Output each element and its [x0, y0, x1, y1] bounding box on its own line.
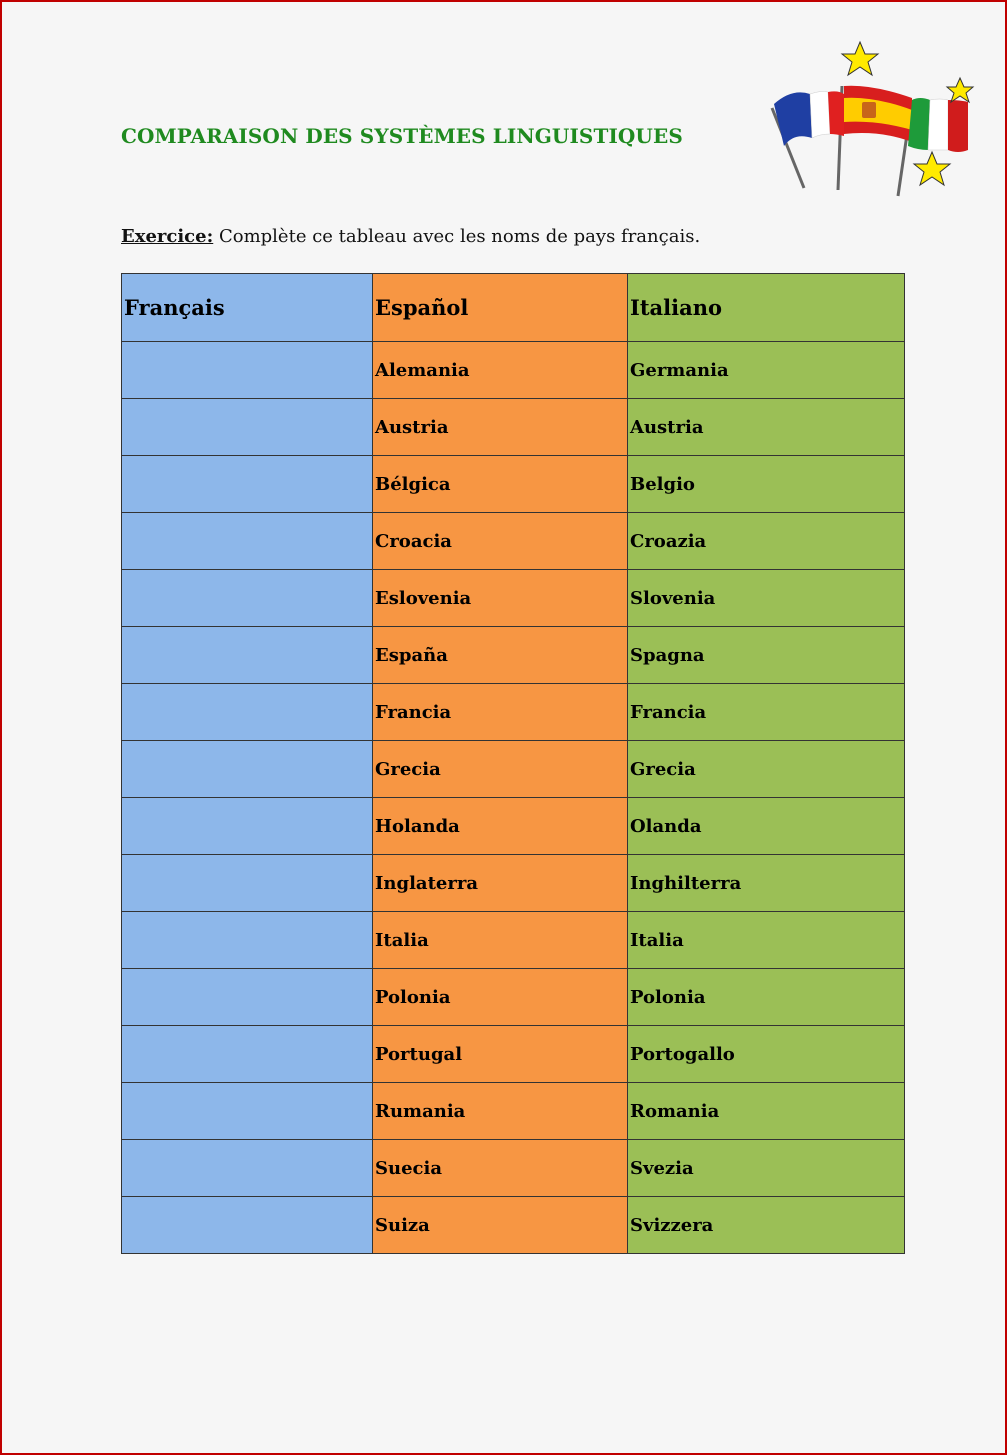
table-row [122, 741, 905, 798]
francais-answer-cell[interactable] [122, 513, 373, 570]
francais-answer-cell[interactable] [122, 570, 373, 627]
espanol-cell: Eslovenia [373, 570, 628, 627]
italiano-cell: Italia [628, 912, 905, 969]
italiano-cell: Grecia [628, 741, 905, 798]
italiano-cell: Romania [628, 1083, 905, 1140]
italiano-cell: Croazia [628, 513, 905, 570]
espanol-cell: Suecia [373, 1140, 628, 1197]
italiano-cell: Slovenia [628, 570, 905, 627]
italiano-cell: Svizzera [628, 1197, 905, 1254]
table-row [122, 399, 905, 456]
table-row [122, 627, 905, 684]
francais-answer-cell[interactable] [122, 855, 373, 912]
espanol-cell: Suiza [373, 1197, 628, 1254]
table-row [122, 912, 905, 969]
exercise-label: Exercice: [121, 226, 214, 247]
table-row [122, 1083, 905, 1140]
espanol-cell: Bélgica [373, 456, 628, 513]
italiano-cell: Inghilterra [628, 855, 905, 912]
espanol-cell: Grecia [373, 741, 628, 798]
espanol-cell: España [373, 627, 628, 684]
table-row [122, 1140, 905, 1197]
page-title: COMPARAISON DES SYSTÈMES LINGUISTIQUES [121, 124, 683, 148]
table-row [122, 1026, 905, 1083]
francais-answer-cell[interactable] [122, 1083, 373, 1140]
francais-answer-cell[interactable] [122, 342, 373, 399]
italiano-cell: Olanda [628, 798, 905, 855]
header-espanol: Español [373, 274, 628, 342]
francais-answer-cell[interactable] [122, 684, 373, 741]
italiano-cell: Svezia [628, 1140, 905, 1197]
francais-answer-cell[interactable] [122, 627, 373, 684]
italiano-cell: Germania [628, 342, 905, 399]
espanol-cell: Italia [373, 912, 628, 969]
header-francais: Français [122, 274, 373, 342]
table-row [122, 570, 905, 627]
flags-stars-icon [762, 38, 982, 203]
italiano-cell: Belgio [628, 456, 905, 513]
francais-answer-cell[interactable] [122, 1140, 373, 1197]
country-names-table [121, 273, 905, 1254]
table-row [122, 1197, 905, 1254]
francais-answer-cell[interactable] [122, 1197, 373, 1254]
table-header-row [122, 274, 905, 342]
espanol-cell: Rumania [373, 1083, 628, 1140]
table-row [122, 798, 905, 855]
francais-answer-cell[interactable] [122, 456, 373, 513]
italiano-cell: Polonia [628, 969, 905, 1026]
header-italiano: Italiano [628, 274, 905, 342]
francais-answer-cell[interactable] [122, 1026, 373, 1083]
italiano-cell: Portogallo [628, 1026, 905, 1083]
table-row [122, 513, 905, 570]
espanol-cell: Alemania [373, 342, 628, 399]
table-row [122, 342, 905, 399]
italiano-cell: Spagna [628, 627, 905, 684]
italiano-cell: Austria [628, 399, 905, 456]
francais-answer-cell[interactable] [122, 741, 373, 798]
francais-answer-cell[interactable] [122, 798, 373, 855]
table-row [122, 684, 905, 741]
espanol-cell: Croacia [373, 513, 628, 570]
table-row [122, 456, 905, 513]
espanol-cell: Polonia [373, 969, 628, 1026]
exercise-instruction [121, 226, 700, 247]
francais-answer-cell[interactable] [122, 399, 373, 456]
espanol-cell: Francia [373, 684, 628, 741]
espanol-cell: Inglaterra [373, 855, 628, 912]
espanol-cell: Holanda [373, 798, 628, 855]
francais-answer-cell[interactable] [122, 969, 373, 1026]
italiano-cell: Francia [628, 684, 905, 741]
francais-answer-cell[interactable] [122, 912, 373, 969]
espanol-cell: Portugal [373, 1026, 628, 1083]
espanol-cell: Austria [373, 399, 628, 456]
table-row [122, 969, 905, 1026]
table-row [122, 855, 905, 912]
exercise-text: Complète ce tableau avec les noms de pays français. [213, 226, 701, 247]
